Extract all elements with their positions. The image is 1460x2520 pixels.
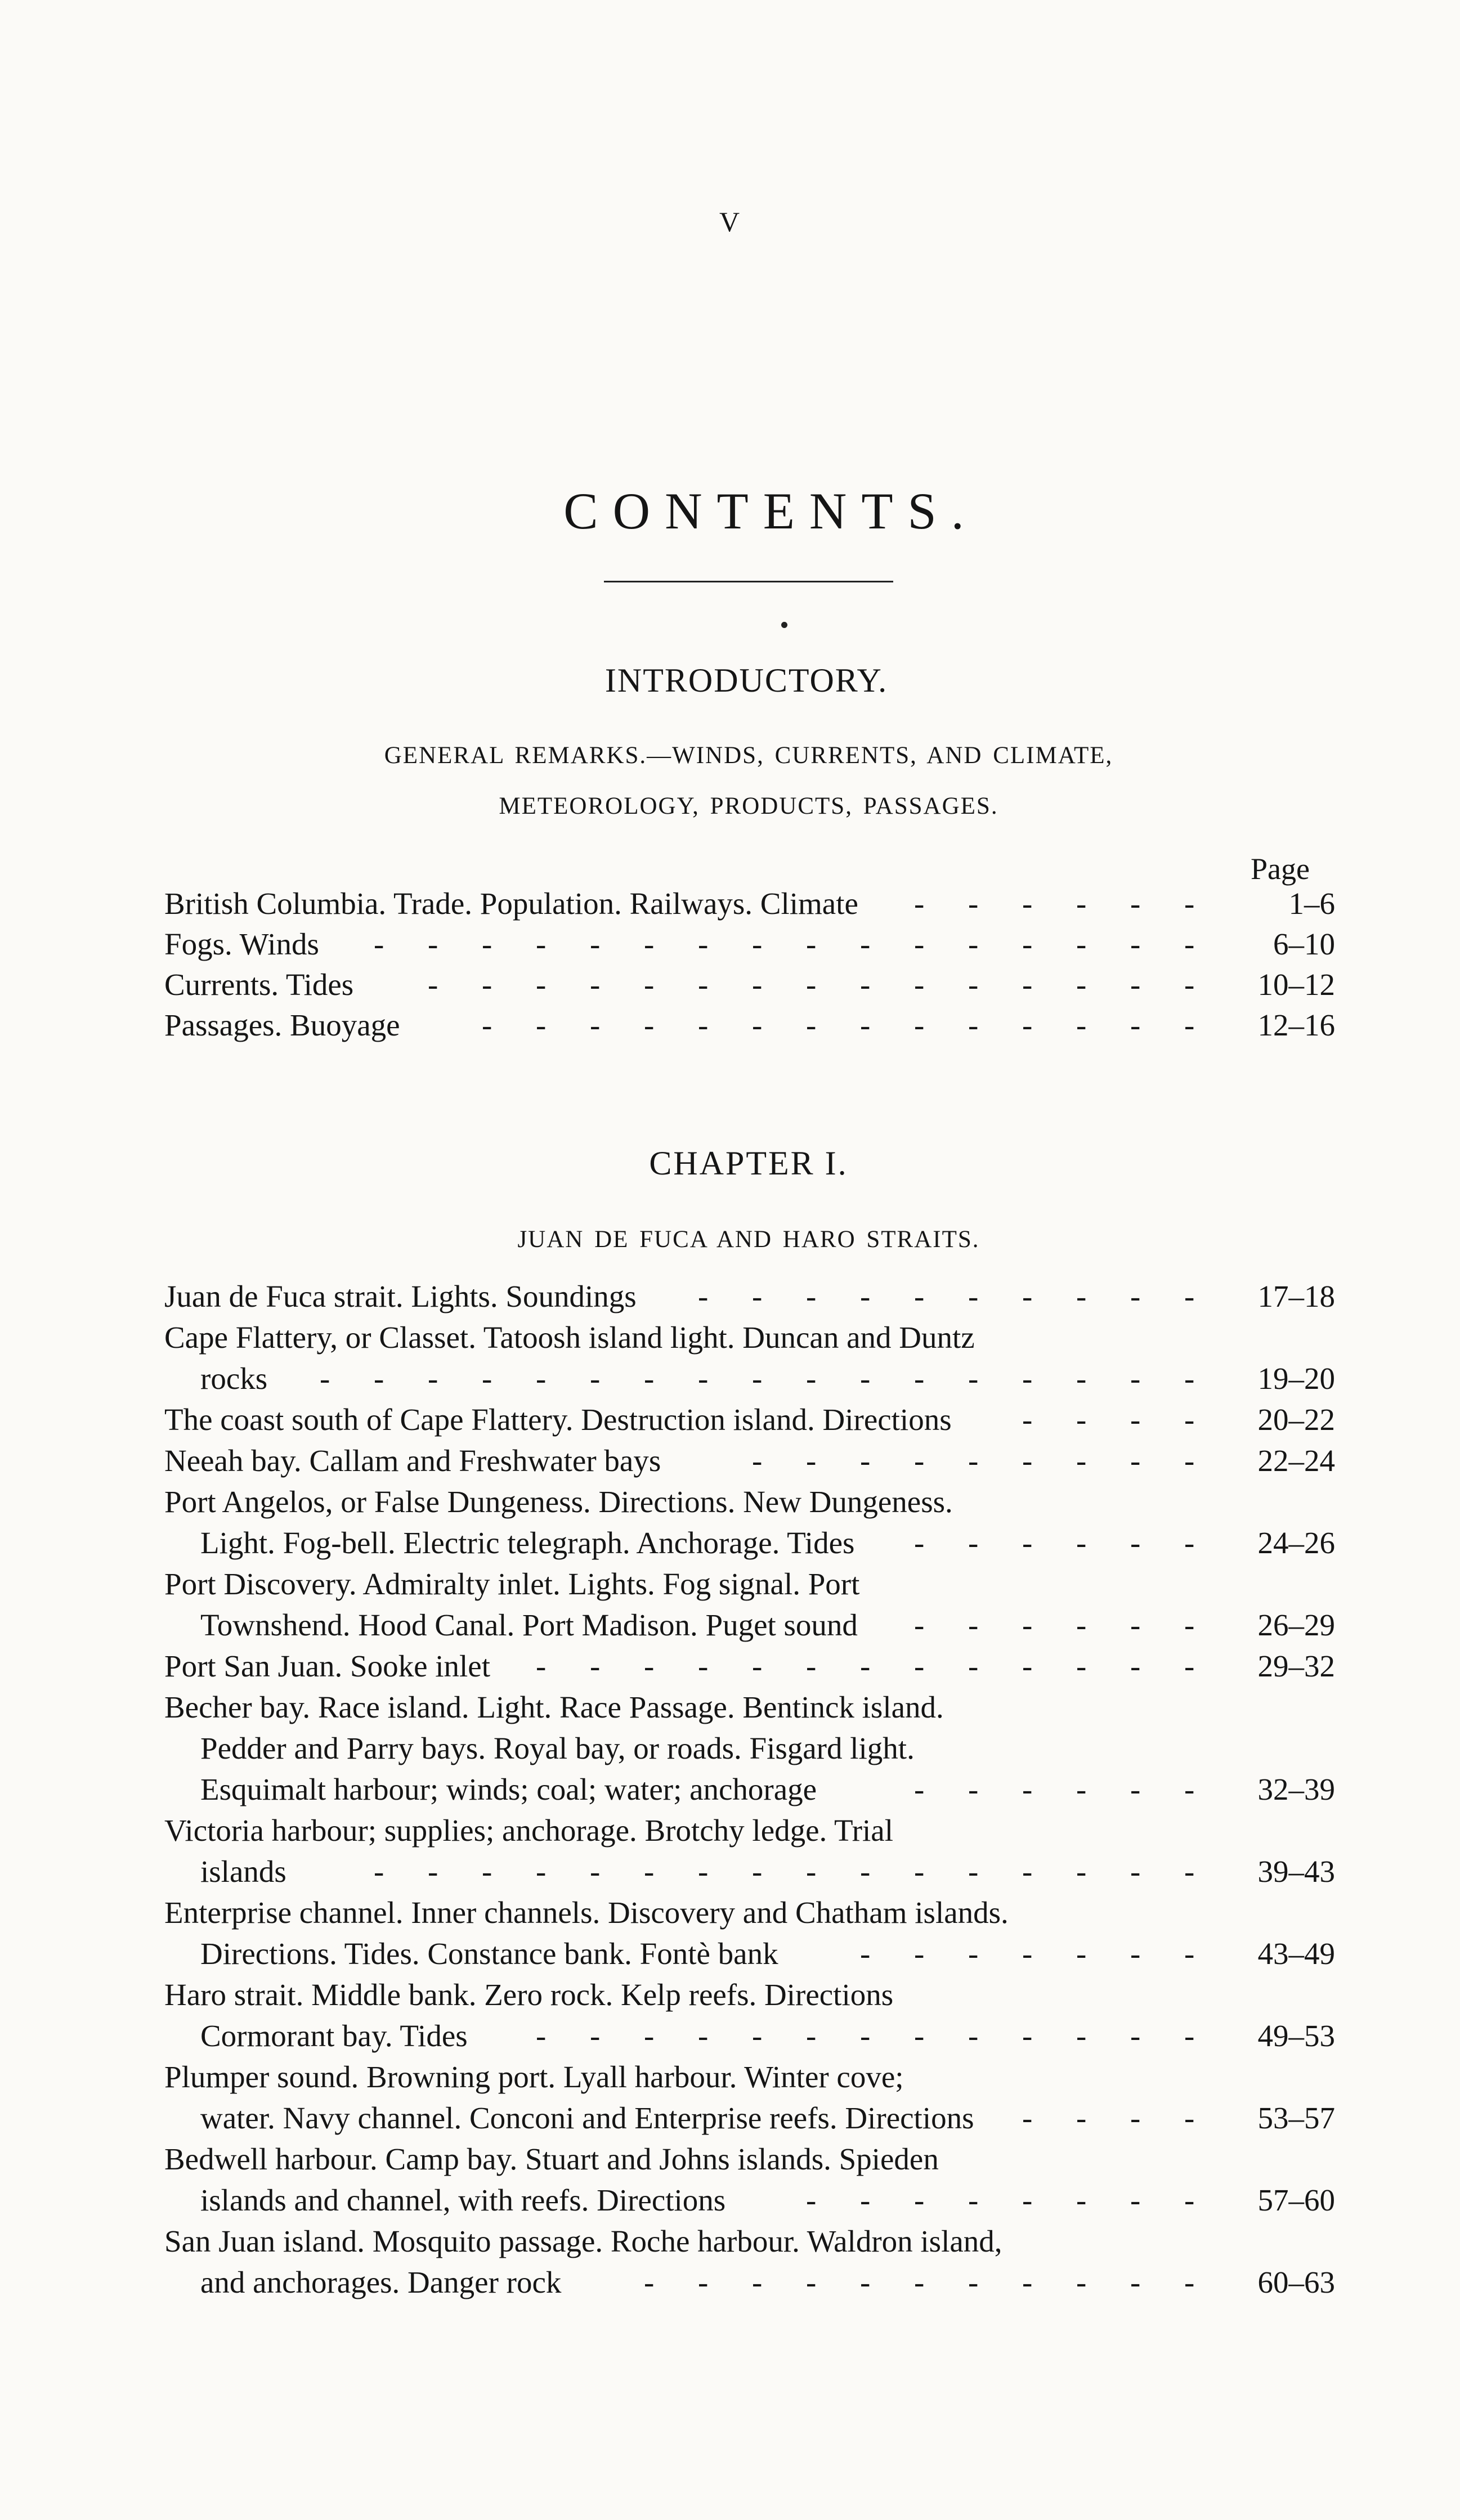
contents-entry-text: Bedwell harbour. Camp bay. Stuart and Johns islands. Spieden: [164, 2142, 939, 2176]
page-range: 10–12: [1257, 967, 1335, 1002]
contents-entry-text: The coast south of Cape Flattery. Destruction island. Directions: [164, 1402, 952, 1437]
contents-entry-text: Port Angelos, or False Dungeness. Directions. New Dungeness.: [164, 1485, 953, 1519]
dot-leader: - - - - - -: [913, 888, 1195, 921]
contents-entry-continuation: islands and channel, with reefs. Directions: [200, 2183, 726, 2217]
contents-entry-text: Cape Flattery, or Classet. Tatoosh island light. Duncan and Duntz: [164, 1320, 975, 1355]
contents-entry-text: Enterprise channel. Inner channels. Discovery and Chatham islands.: [164, 1895, 1009, 1930]
page-range: 60–63: [1257, 2265, 1335, 2299]
contents-entry-continuation: Directions. Tides. Constance bank. Fontè bank: [200, 1936, 778, 1971]
contents-entry-continuation: Cormorant bay. Tides: [200, 2019, 468, 2053]
page-range: 53–57: [1257, 2101, 1335, 2135]
dot-leader: - - - - - - - - - - -: [643, 2267, 1195, 2299]
dot-leader: - - - - - - - -: [805, 2185, 1195, 2217]
contents-entry-text: San Juan island. Mosquito passage. Roche harbour. Waldron island,: [164, 2224, 1002, 2258]
dot-leader: - - - - - - - - - - - - - - - -: [373, 929, 1195, 961]
contents-entry-text: Victoria harbour; supplies; anchorage. Brotchy ledge. Trial: [164, 1813, 893, 1848]
title-rule: [604, 581, 893, 582]
page-range: 32–39: [1257, 1772, 1335, 1806]
page-range: 57–60: [1257, 2183, 1335, 2217]
contents-entry-continuation: Light. Fog-bell. Electric telegraph. Anchorage. Tides: [200, 1526, 855, 1560]
dot-leader: - - - - - - - - - - - - -: [535, 1651, 1195, 1683]
dot-leader: - - - - - - - - - - - - -: [535, 2020, 1195, 2053]
page-range: 17–18: [1257, 1279, 1335, 1313]
dot-leader: - - - -: [1022, 1404, 1195, 1437]
contents-entry-continuation: and anchorages. Danger rock: [200, 2265, 562, 2299]
dot-leader: - - - - - - - - - - - - - - - -: [373, 1856, 1195, 1889]
dot-leader: - - - - - - -: [859, 1938, 1195, 1971]
contents-entry-text: Currents. Tides: [164, 967, 354, 1002]
page-range: 19–20: [1257, 1361, 1335, 1396]
contents-entry-continuation: Townshend. Hood Canal. Port Madison. Puget sound: [200, 1608, 858, 1642]
contents-entry-text: Plumper sound. Browning port. Lyall harbour. Winter cove;: [164, 2060, 904, 2094]
page-number: V: [719, 206, 741, 237]
dot-leader: - - - - - - - - - - - - - - - - -: [319, 1363, 1195, 1396]
introductory-subheading-line1: GENERAL REMARKS.—WINDS, CURRENTS, AND CLIMATE,: [384, 742, 1113, 769]
page-range: 12–16: [1257, 1008, 1335, 1042]
contents-entry-continuation: islands: [200, 1854, 286, 1889]
contents-entry-text: Juan de Fuca strait. Lights. Soundings: [164, 1279, 637, 1313]
dot-leader: - - - - - -: [913, 1774, 1195, 1806]
contents-entry-text: Haro strait. Middle bank. Zero rock. Kelp reefs. Directions: [164, 1978, 894, 2012]
introductory-subheading-line2: METEOROLOGY, PRODUCTS, PASSAGES.: [499, 793, 998, 819]
chapter-subheading: JUAN DE FUCA AND HARO STRAITS.: [517, 1226, 980, 1253]
page-title: CONTENTS.: [563, 482, 979, 540]
contents-entry-text: Fogs. Winds: [164, 927, 319, 961]
page-range: 1–6: [1288, 886, 1335, 921]
contents-entry-continuation: Esquimalt harbour; winds; coal; water; anchorage: [200, 1772, 817, 1806]
contents-entry-text: Port Discovery. Admiralty inlet. Lights. Fog signal. Port: [164, 1567, 860, 1601]
contents-entry-text: British Columbia. Trade. Population. Railways. Climate: [164, 886, 858, 921]
contents-entry-continuation: water. Navy channel. Conconi and Enterprise reefs. Directions: [200, 2101, 974, 2135]
contents-entry-text: Neeah bay. Callam and Freshwater bays: [164, 1443, 661, 1478]
page-range: 49–53: [1257, 2019, 1335, 2053]
page-range: 39–43: [1257, 1854, 1335, 1889]
page-range: 24–26: [1257, 1526, 1335, 1560]
ornament-dot: [781, 622, 787, 628]
dot-leader: - - - - - - - - - - - - - - -: [427, 969, 1195, 1002]
dot-leader: - - - - - -: [913, 1609, 1195, 1642]
page-range: 43–49: [1257, 1936, 1335, 1971]
contents-entry-text: Port San Juan. Sooke inlet: [164, 1649, 491, 1683]
page-range: 22–24: [1257, 1443, 1335, 1478]
dot-leader: - - - - - - - - -: [751, 1445, 1195, 1478]
page-range: 6–10: [1273, 927, 1335, 961]
chapter-heading: CHAPTER I.: [649, 1145, 848, 1182]
introductory-heading: INTRODUCTORY.: [604, 662, 888, 699]
page-range: 20–22: [1257, 1402, 1335, 1437]
page-range: 26–29: [1257, 1608, 1335, 1642]
contents-entry-text: Becher bay. Race island. Light. Race Passage. Bentinck island.: [164, 1690, 944, 1724]
dot-leader: - - - -: [1022, 2102, 1195, 2135]
contents-entry-continuation: rocks: [200, 1361, 268, 1396]
dot-leader: - - - - - -: [913, 1527, 1195, 1560]
page-range: 29–32: [1257, 1649, 1335, 1683]
dot-leader: - - - - - - - - - - - - - -: [481, 1010, 1195, 1042]
page-column-label: Page: [1251, 852, 1310, 886]
dot-leader: - - - - - - - - - -: [697, 1281, 1195, 1313]
contents-entry-continuation: Pedder and Parry bays. Royal bay, or roads. Fisgard light.: [200, 1731, 915, 1765]
contents-entry-text: Passages. Buoyage: [164, 1008, 400, 1042]
